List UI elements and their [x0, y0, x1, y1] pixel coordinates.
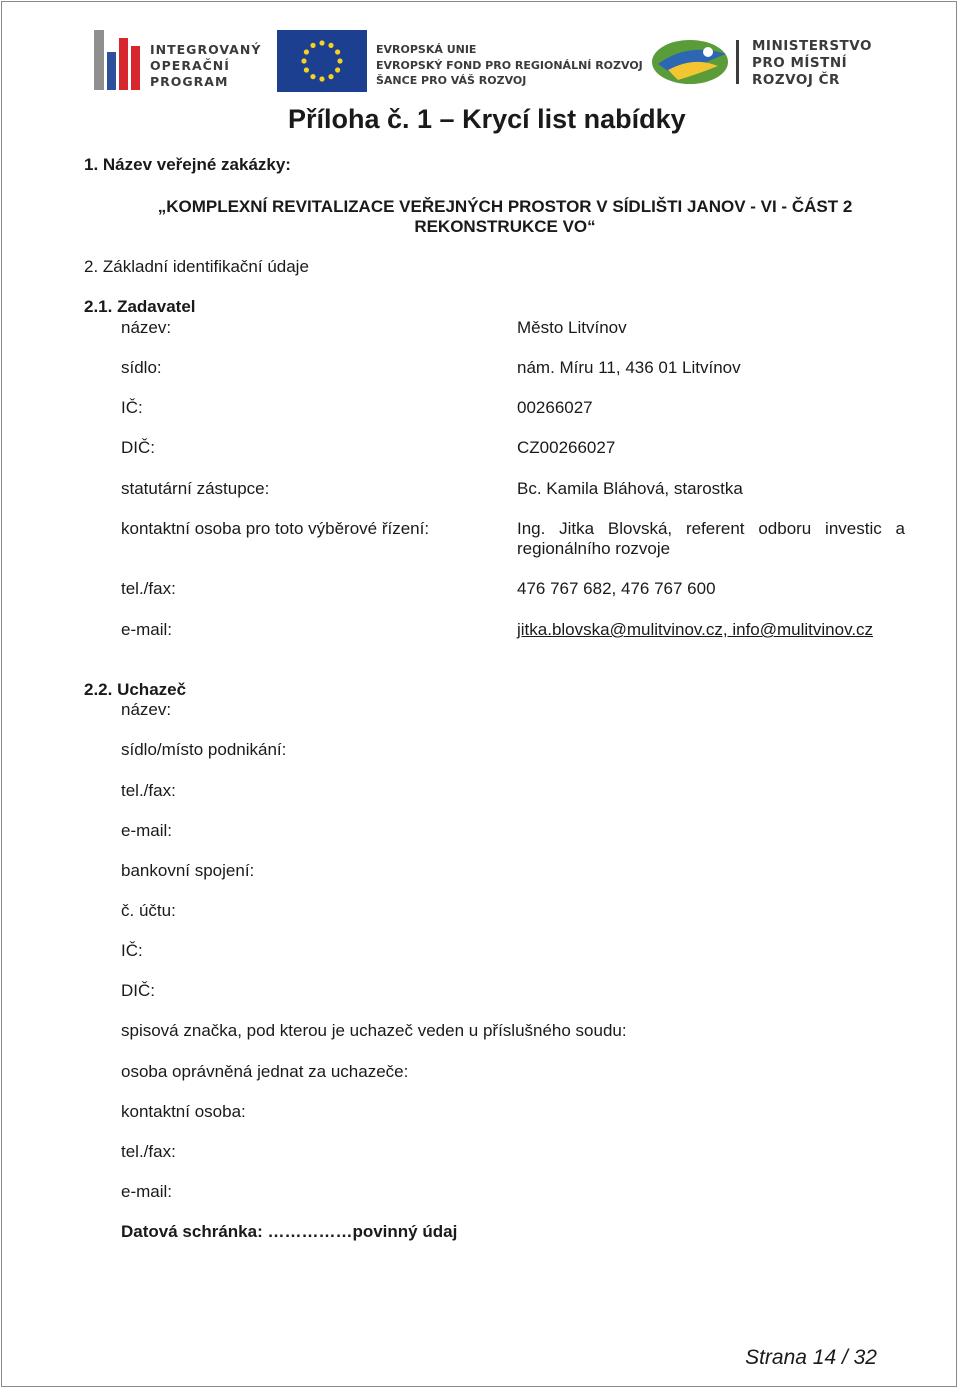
zadavatel-label-tel: tel./fax: [121, 579, 176, 598]
uchazec-label-tel: tel./fax: [121, 781, 176, 800]
zadavatel-value-sidlo: nám. Míru 11, 436 01 Litvínov [517, 358, 741, 377]
uchazec-label-osoba-opravnena: osoba oprávněná jednat za uchazeče: [121, 1062, 409, 1081]
uchazec-label-tel2: tel./fax: [121, 1142, 176, 1161]
uchazec-label-nazev: název: [121, 700, 172, 719]
zadavatel-label-statutar: statutární zástupce: [121, 479, 270, 498]
datova-schranka: Datová schránka: ……………povinný údaj [121, 1222, 458, 1241]
uchazec-label-dic: DIČ: [121, 981, 155, 1000]
zadavatel-label-email: e-mail: [121, 620, 173, 639]
zadavatel-value-tel: 476 767 682, 476 767 600 [517, 579, 716, 598]
zadavatel-label-dic: DIČ: [121, 438, 155, 457]
zadavatel-value-nazev: Město Litvínov [517, 318, 627, 337]
section2-heading: 2. Základní identifikační údaje [84, 257, 309, 276]
uchazec-label-sidlo: sídlo/místo podnikání: [121, 740, 287, 759]
uchazec-label-bank: bankovní spojení: [121, 861, 255, 880]
uchazec-heading: 2.2. Uchazeč [84, 680, 187, 699]
zadavatel-heading: 2.1. Zadavatel [84, 297, 196, 316]
mmr-logo-text: MINISTERSTVO PRO MÍSTNÍ ROZVOJ ČR [752, 38, 872, 88]
zadavatel-label-nazev: název: [121, 318, 172, 337]
contract-name-line1: „KOMPLEXNÍ REVITALIZACE VEŘEJNÝCH PROSTOR V SÍDLIŠTI JANOV - VI - ČÁST 2 [157, 197, 853, 216]
uchazec-label-kontakt: kontaktní osoba: [121, 1102, 246, 1121]
contract-name-line2: REKONSTRUKCE VO“ [414, 217, 596, 236]
eu-flag-icon [277, 30, 367, 92]
zadavatel-value-kontakt: Ing. Jitka Blovská, referent odboru investic a regionálního rozvoje [517, 519, 905, 558]
uchazec-label-email: e-mail: [121, 821, 173, 840]
uchazec-label-email2: e-mail: [121, 1182, 173, 1201]
eu-logo-text: EVROPSKÁ UNIE EVROPSKÝ FOND PRO REGIONÁLNÍ ROZVOJ ŠANCE PRO VÁŠ ROZVOJ [376, 43, 643, 87]
zadavatel-label-sidlo: sídlo: [121, 358, 162, 377]
iop-logo-text: INTEGROVANÝ OPERAČNÍ PROGRAM [150, 42, 262, 89]
uchazec-label-spisova-znacka: spisová značka, pod kterou je uchazeč veden u příslušného soudu: [121, 1021, 627, 1040]
zadavatel-value-statutar: Bc. Kamila Bláhová, starostka [517, 479, 743, 498]
section1-heading: 1. Název veřejné zakázky: [84, 155, 291, 174]
uchazec-label-ucet: č. účtu: [121, 901, 176, 920]
iop-logo-icon [94, 30, 148, 92]
zadavatel-value-dic: CZ00266027 [517, 438, 616, 457]
zadavatel-email-link[interactable]: jitka.blovska@mulitvinov.cz, info@mulitvinov.cz [517, 620, 874, 639]
zadavatel-label-ic: IČ: [121, 398, 143, 417]
uchazec-label-ic: IČ: [121, 941, 143, 960]
zadavatel-value-ic: 00266027 [517, 398, 593, 417]
mmr-emblem-icon [648, 34, 744, 90]
page-title: Příloha č. 1 – Krycí list nabídky [288, 104, 686, 134]
page-number: Strana 14 / 32 [745, 1346, 877, 1369]
zadavatel-label-kontakt: kontaktní osoba pro toto výběrové řízení: [121, 519, 430, 538]
